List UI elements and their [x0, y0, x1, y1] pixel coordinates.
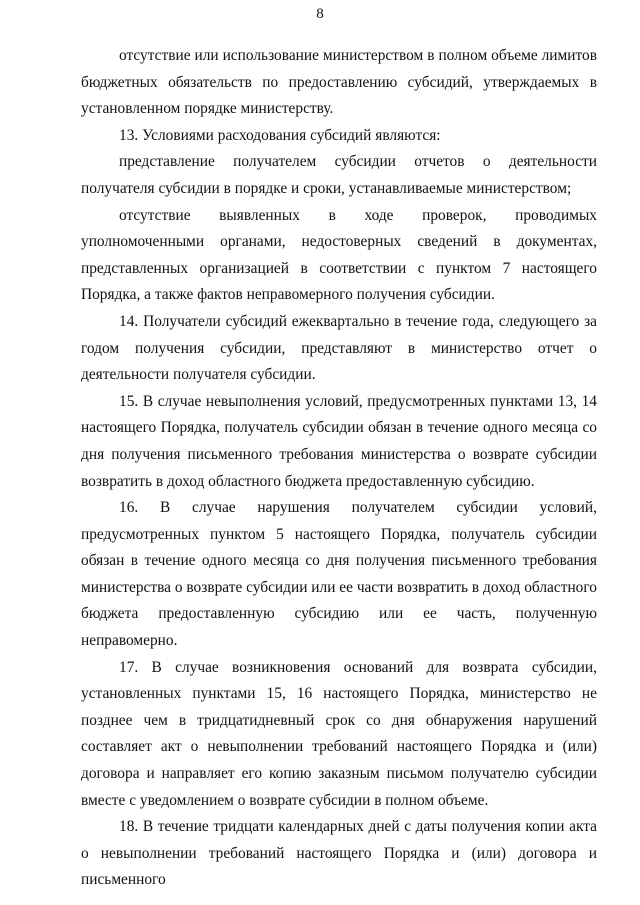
paragraph-17: 17. В случае возникновения оснований для возврата субсидии, установленных пунктами 15, 16 настоящего Порядка, министерство не позднее чем в тридцатидневный срок со дня обнаружения нарушений составляет акт о невыполнении требований настоящего Порядка и (или) договора и направляет его копию заказным письмом получателю субсидии вместе с уведомлением о возврате субсидии в полном объеме. [81, 658, 597, 809]
paragraph-18: 18. В течение тридцати календарных дней с даты получения копии акта о невыполнении требований настоящего Порядка и (или) договора и письменного [81, 818, 597, 889]
paragraph-13-heading: 13. Условиями расходования субсидий являются: [119, 126, 441, 144]
paragraph-16: 16. В случае нарушения получателем субсидии условий, предусмотренных пунктом 5 настоящего Порядка, получатель субсидии обязан в течение одного месяца со дня получения письменного требования министерства о возврате субсидии или ее части возвратить в доход областного бюджета предоставленную субсидию или ее часть, полученную неправомерно. [81, 499, 597, 650]
document-body [81, 43, 597, 894]
page-number: 8 [316, 6, 324, 22]
paragraph-15: 15. В случае невыполнения условий, предусмотренных пунктами 13, 14 настоящего Порядка, получатель субсидии обязан в течение одного месяца со дня получения письменного требования министерства о возврате субсидии возвратить в доход областного бюджета предоставленную субсидию. [81, 392, 597, 490]
paragraph-14: 14. Получатели субсидий ежеквартально в течение года, следующего за годом получения субсидии, представляют в министерство отчет о деятельности получателя субсидии. [81, 312, 597, 384]
paragraph-13-reports: представление получателем субсидии отчетов о деятельности получателя субсидии в порядке и сроки, устанавливаемые министерством; [81, 153, 597, 197]
paragraph-limits: отсутствие или использование министерством в полном объеме лимитов бюджетных обязательств по предоставлению субсидий, утверждаемых в установленном порядке министерству. [81, 47, 597, 118]
paragraph-13-checks: отсутствие выявленных в ходе проверок, проводимых уполномоченными органами, недостоверных сведений в документах, представленных организацией в соответствии с пунктом 7 настоящего Порядка, а также фактов неправомерного получения субсидии. [81, 206, 597, 304]
